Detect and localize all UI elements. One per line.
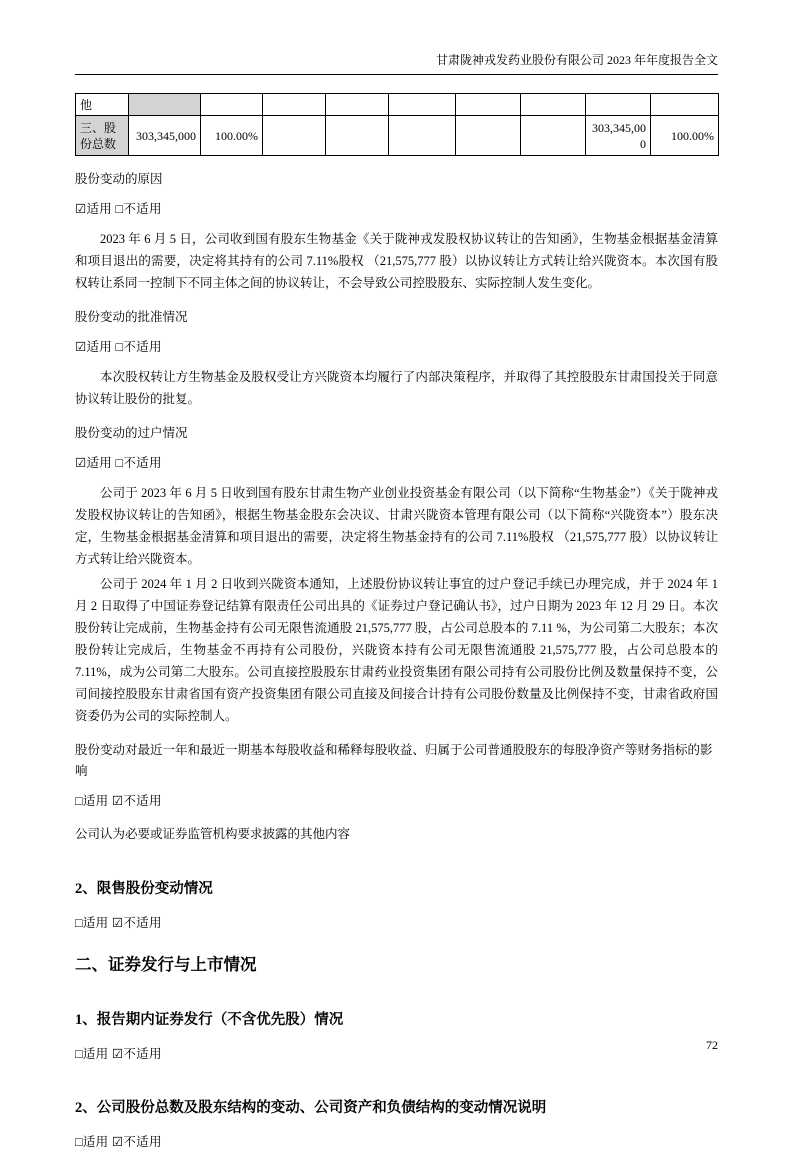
table-cell xyxy=(201,94,263,116)
table-cell xyxy=(326,94,389,116)
table-cell: 303,345,000 xyxy=(586,116,651,156)
table-cell: 100.00% xyxy=(201,116,263,156)
page-number: 72 xyxy=(706,1038,718,1052)
restricted-shares-heading: 2、限售股份变动情况 xyxy=(75,881,213,897)
table-row xyxy=(76,94,719,116)
applicability-checkline: □适用 ☑不适用 xyxy=(75,794,162,808)
header-title: 甘肃陇神戎发药业股份有限公司 2023 年年度报告全文 xyxy=(435,53,718,67)
table-cell: 303,345,000 xyxy=(129,116,201,156)
page-header xyxy=(75,52,718,75)
share-structure-change-heading: 2、公司股份总数及股东结构的变动、公司资产和负债结构的变动情况说明 xyxy=(75,1100,547,1116)
table-cell xyxy=(651,94,719,116)
transfer-paragraph-2: 公司于 2024 年 1 月 2 日收到兴陇资本通知，上述股份协议转让事宜的过户登记手续已办理完成，并于 2024 年 1 月 2 日取得了中国证券登记结算有限责任公司出具的《证券过户登记确认书》，过户日期为 2023 年 12 月 29 日。本次股份转让完成前，生物基金持有公司无限售流通股 21,575,777 股，占公司总股本的 7.11 %，为公司第二大股东；本次股份转让完成后，生物基金不再持有公司股份，兴陇资本持有公司无限售流通股 21,575,777 股，占公司总股本的 7.11%，成为公司第二大股东。公司直接控股股东甘肃药业投资集团有限公司持有公司股份比例及数量保持不变，公司间接控股股东甘肃省国有资产投资集团有限公司直接及间接合计持有公司股份数量及比例保持不变，甘肃省政府国资委仍为公司的实际控制人。 xyxy=(75,577,718,723)
table-cell xyxy=(326,116,389,156)
share-change-reason-paragraph: 2023 年 6 月 5 日，公司收到国有股东生物基金《关于陇神戎发股权协议转让的告知函》，生物基金根据基金清算和项目退出的需要，决定将其持有的公司 7.11%股权 （21,575,777 股）以协议转让方式转让给兴陇资本。本次国有股权转让系同一控制下不同主体之间的协议转让，不会导致公司控股股东、实际控制人发生变化。 xyxy=(75,232,718,290)
other-disclosure-label: 公司认为必要或证券监管机构要求披露的其他内容 xyxy=(75,827,351,841)
table-cell: 他 xyxy=(76,94,129,116)
table-cell xyxy=(263,116,326,156)
transfer-paragraph-1: 公司于 2023 年 6 月 5 日收到国有股东甘肃生物产业创业投资基金有限公司（以下简称“生物基金”）《关于陇神戎发股权协议转让的告知函》，根据生物基金股东会决议、甘肃兴陇资本管理有限公司（以下简称“兴陇资本”）股东决定，生物基金根据基金清算和项目退出的需要，决定将生物基金持有的公司 7.11%股权 （21,575,777 股）以协议转让方式转让给兴陇资本。 xyxy=(75,486,718,566)
securities-issuance-heading: 1、报告期内证券发行（不含优先股）情况 xyxy=(75,1012,344,1028)
financial-impact-label: 股份变动对最近一年和最近一期基本每股收益和稀释每股收益、归属于公司普通股股东的每股净资产等财务指标的影响 xyxy=(75,743,713,778)
table-cell xyxy=(521,116,586,156)
applicability-checkline: ☑适用 □不适用 xyxy=(75,340,162,354)
table-cell-row-label: 三、股份总数 xyxy=(76,116,129,156)
table-cell xyxy=(263,94,326,116)
table-cell xyxy=(456,94,521,116)
applicability-checkline: ☑适用 □不适用 xyxy=(75,456,162,470)
table-cell xyxy=(129,94,201,116)
table-cell xyxy=(389,94,456,116)
table-cell xyxy=(389,116,456,156)
applicability-checkline: □适用 ☑不适用 xyxy=(75,1135,162,1149)
table-cell: 100.00% xyxy=(651,116,719,156)
transfer-registration-label: 股份变动的过户情况 xyxy=(75,426,188,440)
approval-status-paragraph: 本次股权转让方生物基金及股权受让方兴陇资本均履行了内部决策程序，并取得了其控股股东甘肃国投关于同意协议转让股份的批复。 xyxy=(75,370,718,406)
table-row xyxy=(76,116,719,156)
share-total-table xyxy=(75,93,719,156)
table-cell xyxy=(456,116,521,156)
applicability-checkline: □适用 ☑不适用 xyxy=(75,1047,162,1061)
approval-status-label: 股份变动的批准情况 xyxy=(75,310,188,324)
table-cell xyxy=(521,94,586,116)
share-change-reason-label: 股份变动的原因 xyxy=(75,172,163,186)
applicability-checkline: ☑适用 □不适用 xyxy=(75,202,162,216)
securities-issuance-section-heading: 二、证券发行与上市情况 xyxy=(75,955,257,974)
table-cell xyxy=(586,94,651,116)
applicability-checkline: □适用 ☑不适用 xyxy=(75,916,162,930)
